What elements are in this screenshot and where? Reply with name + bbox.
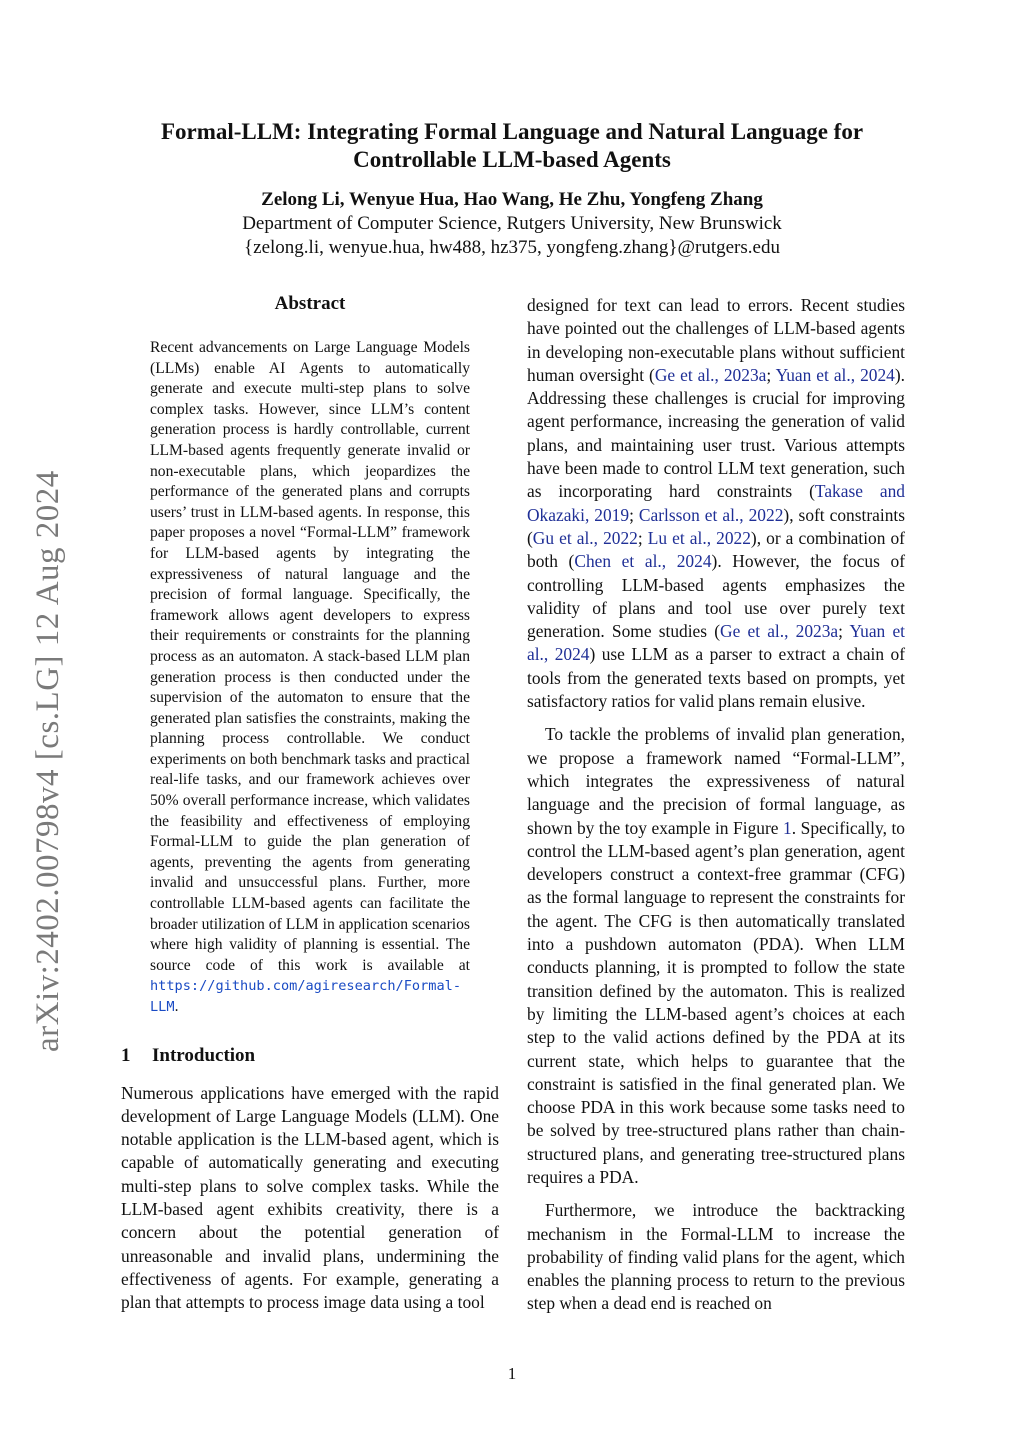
section-title: Introduction (152, 1044, 256, 1066)
text-run: . Specifically, to control the LLM-based agent’s plan generation, agent developers construct a context-free grammar (CFG) as the formal language to represent the constraints for the agent. The CFG is then automatically translated into a pushdown automaton (PDA). When LLM conducts planning, it is prompted to follow the state transition defined by the automaton. This is realized by limiting the LLM-based agent’s choices at each step to the valid actions defined by the PDA at its current state, which helps to guarantee that the constraint is satisfied in the final generated plan. We choose PDA in this work because some tasks need to be solved by tree-structured plans rather than chain-structured plans, and generating tree-structured plans requires a PDA. (527, 817, 906, 1187)
citation-link[interactable]: Ge et al., 2023a (720, 621, 839, 642)
figure-reference-link[interactable]: 1 (783, 817, 792, 838)
citation-link[interactable]: Chen et al., 2024 (574, 551, 712, 572)
section-number: 1 (121, 1044, 131, 1066)
text-run: designed for text can lead to errors. Recent studies have pointed out the challenges of LLM-based agents in developing non-executable plans without sufficient human oversight ( (527, 295, 905, 385)
citation-link[interactable]: Yuan et al., 2024 (527, 621, 905, 665)
author-list: Zelong Li, Wenyue Hua, Hao Wang, He Zhu, Yongfeng Zhang (261, 189, 763, 210)
left-column (121, 292, 499, 1315)
citation-link[interactable]: Lu et al., 2022 (647, 527, 751, 548)
intro-paragraph-2 (527, 294, 905, 713)
paragraph-gap (527, 713, 905, 723)
citation-link[interactable]: Carlsson et al., 2022 (638, 504, 784, 525)
affiliation: Department of Computer Science, Rutgers University, New Brunswick (242, 213, 782, 234)
text-run: ; (838, 621, 850, 642)
paragraph-gap (527, 1189, 905, 1199)
paper-header (110, 118, 914, 260)
text-run: ; (629, 504, 639, 525)
title-line-1: Formal-LLM: Integrating Formal Language and Natural Language for (160, 119, 864, 144)
title-line-2: Controllable LLM-based Agents (353, 147, 671, 172)
abstract-body: Recent advancements on Large Language Models (LLMs) enable AI Agents to automatically generate and execute multi-step plans to solve complex tasks. However, since LLM’s content generation process is hardly controllable, current LLM-based agents frequently generate invalid or non-executable plans, which jeopardizes the performance of the generated plans and corrupts users’ trust in LLM-based agents. In response, this paper proposes a novel “Formal-LLM” framework for LLM-based agents by integrating the expressiveness of natural language and the precision of formal language. Specifically, the framework allows agent developers to express their requirements or constraints for the planning process as an automaton. A stack-based LLM plan generation process is then conducted under the supervision of the automaton to ensure that the generated plan satisfies the constraints, making the planning process controllable. We conduct experiments on both benchmark tasks and practical real-life tasks, and our framework achieves over 50% overall performance increase, which validates the feasibility and effectiveness of employing Formal-LLM to guide the plan generation of agents, preventing the agents from generating invalid and unsuccessful plans. Further, more controllable LLM-based agents can facilitate the broader utilization of LLM in application scenarios where high validity of planning is essential. The source code of this work is available at (150, 339, 470, 974)
citation-link[interactable]: Yuan et al., 2024 (775, 364, 895, 385)
abstract-end: . (174, 998, 179, 1015)
arxiv-identifier-stamp: arXiv:2402.00798v4 [cs.LG] 12 Aug 2024 (30, 470, 66, 1052)
text-run: ; (766, 364, 776, 385)
abstract-heading: Abstract (274, 293, 346, 314)
author-emails: {zelong.li, wenyue.hua, hw488, hz375, yongfeng.zhang}@rutgers.edu (244, 237, 780, 258)
text-run: ). However, the focus of controlling LLM-based agents emphasizes the validity of plans and tool use over purely text generation. Some studies ( (527, 551, 905, 642)
page-number: 1 (507, 1364, 517, 1383)
abstract-text (150, 338, 470, 1018)
citation-link[interactable]: Ge et al., 2023a (654, 364, 767, 385)
section-heading-introduction (121, 1044, 499, 1068)
intro-paragraph-4: Furthermore, we introduce the backtracking mechanism in the Formal-LLM to increase the probability of finding valid plans for the agent, which enables the planning process to return to the previous step when a dead end is reached on (527, 1200, 905, 1314)
citation-link[interactable]: Takase and Okazaki, 2019 (527, 481, 905, 525)
text-run: ; (637, 527, 648, 548)
text-run: ) use LLM as a parser to extract a chain of tools from the generated texts based on prompts, yet satisfactory ratios for valid plans remain elusive. (527, 644, 906, 712)
intro-paragraph-3 (527, 723, 905, 1189)
intro-paragraph-1: Numerous applications have emerged with the rapid development of Large Language Models (LLM). One notable application is the LLM-based agent, which is capable of automatically generating and executing multi-step plans to solve complex tasks. While the LLM-based agent exhibits creativity, there is a concern about the potential generation of unreasonable and invalid plans, undermining the effectiveness of agents. For example, generating a plan that attempts to process image data using a tool (121, 1082, 499, 1313)
text-run: ), soft constraints ( (527, 504, 905, 548)
right-column (527, 294, 905, 1316)
source-code-link[interactable]: https://github.com/agiresearch/Formal-LLM (150, 978, 461, 1015)
text-run: ). Addressing these challenges is crucial for improving agent performance, increasing the generation of valid plans, and maintaining user trust. Various attempts have been made to control LLM text generation, such as incorporating hard constraints ( (527, 364, 905, 502)
paper-title (110, 118, 914, 174)
text-run: ), or a combination of both ( (527, 527, 905, 572)
citation-link[interactable]: Gu et al., 2022 (532, 527, 638, 548)
text-run: To tackle the problems of invalid plan generation, we propose a framework named “Formal-LLM”, which integrates the expressiveness of natural language and the precision of formal language, as shown by the toy example in Figure (527, 724, 905, 838)
